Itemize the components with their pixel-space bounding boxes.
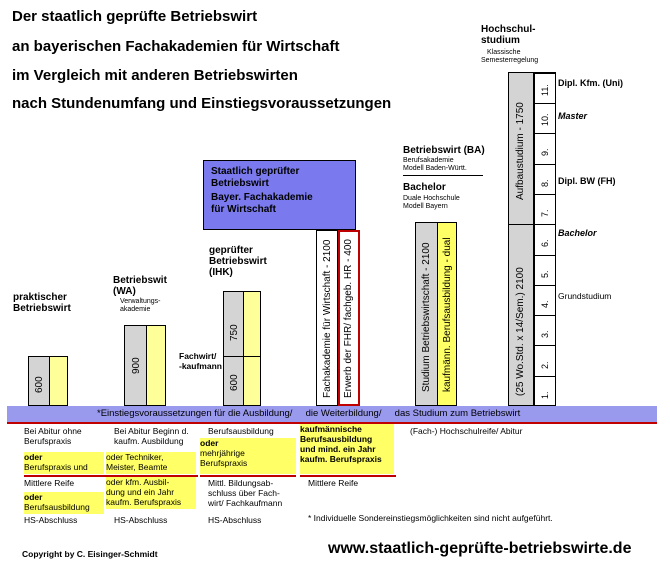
req-c1-d: oder Berufsausbildung <box>24 492 104 514</box>
website-link[interactable]: www.staatlich-geprüfte-betriebswirte.de <box>328 540 632 557</box>
req-c5-a: (Fach-) Hochschulreife/ Abitur <box>410 426 523 436</box>
label-grundstudium: Grundstudium <box>558 291 612 301</box>
semester-label: 8. <box>540 179 550 187</box>
bar-wa-value: 900 <box>131 357 142 374</box>
semester-tick <box>534 133 556 134</box>
bar-ihk-value-750: 750 <box>229 324 240 341</box>
semester-label: 3. <box>540 330 550 338</box>
semester-tick <box>534 285 556 286</box>
semester-label: 4. <box>540 300 550 308</box>
semester-tick <box>534 224 556 225</box>
semester-tick <box>534 315 556 316</box>
ihk-label: geprüfter Betriebswirt (IHK) <box>209 245 267 278</box>
bachelor-label: Bachelor <box>403 182 446 193</box>
ba-divider <box>403 175 483 176</box>
bar-ba-study-label: Studium Betriebswirtschaft - 2100 <box>421 242 432 392</box>
fachakademie-box: Staatlich geprüfter Betriebswirt Bayer. Fachakademie für Wirtschaft <box>203 160 356 230</box>
bar-hs-aufbau-label: Aufbaustudium - 1750 <box>515 102 526 200</box>
req-c3-a: Berufsausbildung <box>208 426 274 436</box>
req-c3-b: oder mehrjährige Berufspraxis <box>200 438 296 474</box>
semester-label: 5. <box>540 270 550 278</box>
bar-fa-main-label: Fachakademie für Wirtschaft - 2100 <box>322 239 333 398</box>
banner-text: *Einstiegsvoraussetzungen für die Ausbildung/ die Weiterbildung/ das Studium zum Betriebswirt <box>97 408 521 419</box>
semester-tick <box>534 73 556 74</box>
ba-label: Betriebswirt (BA) <box>403 145 485 156</box>
req-c3-e: HS-Abschluss <box>208 515 262 525</box>
copyright: Copyright by C. Eisinger-Schmidt <box>22 549 158 559</box>
title-line-3: im Vergleich mit anderen Betriebswirten <box>12 67 298 84</box>
semester-label: 9. <box>540 148 550 156</box>
req-c1-b: oder Berufspraxis und <box>24 452 104 474</box>
semester-tick <box>534 164 556 165</box>
wa-sublabel: Verwaltungs- akademie <box>120 298 161 313</box>
semester-label: 6. <box>540 239 550 247</box>
hs-sublabel: Klassische Semesterregelung <box>481 49 539 64</box>
req-c1-divider <box>24 475 112 477</box>
req-c3-c: Mittl. Bildungsab- schluss über Fach- wirt/ Fachkaufmann <box>208 478 283 508</box>
req-c1-c: Mittlere Reife <box>24 478 75 488</box>
semester-tick <box>534 194 556 195</box>
semester-tick <box>534 103 556 104</box>
label-dipl-bw: Dipl. BW (FH) <box>558 176 616 186</box>
bar-hs-grund-label: (25 Wo.Std. x 14/Sem.) 2100 <box>515 267 526 396</box>
semester-label: 10. <box>540 113 550 126</box>
bar-praktisch-value: 600 <box>34 376 45 393</box>
title-line-1: Der staatlich geprüfte Betriebswirt <box>12 8 258 25</box>
req-c4-a: kaufmännische Berufsausbildung und mind. ein Jahr kaufm. Berufspraxis <box>300 424 394 474</box>
semester-tick <box>534 376 556 377</box>
req-c2-c: oder kfm. Ausbil- dung und ein Jahr kaufm. Berufspraxis <box>106 477 196 509</box>
requirements-banner <box>7 406 657 424</box>
footnote: * Individuelle Sondereinstiegsmöglichkeiten sind nicht aufgeführt. <box>308 513 553 523</box>
label-master: Master <box>558 111 588 121</box>
ba-sublabel: Berufsakademie Modell Baden-Württ. <box>403 157 467 172</box>
bachelor-sublabel: Duale Hochschule Modell Bayern <box>403 195 460 210</box>
semester-label: 11. <box>540 84 550 96</box>
req-c1-a: Bei Abitur ohne Berufspraxis <box>24 426 82 446</box>
semester-tick <box>534 345 556 346</box>
praktisch-label: praktischer Betriebswirt <box>13 292 71 314</box>
req-c1-e: HS-Abschluss <box>24 515 78 525</box>
fachwirt-label: Fachwirt/ -kaufmann <box>179 351 222 371</box>
req-c4-divider <box>300 475 396 477</box>
req-c2-e: HS-Abschluss <box>114 515 168 525</box>
semester-label: 7. <box>540 209 550 217</box>
hs-label: Hochschul- studium <box>481 24 536 46</box>
bar-ihk-value-600: 600 <box>229 374 240 391</box>
req-c2-b: oder Techniker, Meister, Beamte <box>106 452 196 474</box>
semester-label: 2. <box>540 361 550 369</box>
req-c3-divider <box>200 475 296 477</box>
label-dipl-kfm: Dipl. Kfm. (Uni) <box>558 78 623 88</box>
bar-fa-fhr-label: Erwerb der FHR/ fachgeb. HR - 400 <box>343 239 354 398</box>
wa-label: Betriebswit (WA) <box>113 275 167 297</box>
req-c2-a: Bei Abitur Beginn d. kaufm. Ausbildung <box>114 426 189 446</box>
req-c4-c: Mittlere Reife <box>308 478 359 488</box>
semester-label: 1. <box>540 391 550 399</box>
label-bachelor: Bachelor <box>558 228 597 238</box>
semester-tick <box>534 255 556 256</box>
title-line-2: an bayerischen Fachakademien für Wirtschaft <box>12 38 340 55</box>
title-line-4: nach Stundenumfang und Einstiegsvoraussetzungen <box>12 95 392 112</box>
bar-ba-dual-label: kaufmänn. Berufsausbildung - dual <box>442 237 453 392</box>
